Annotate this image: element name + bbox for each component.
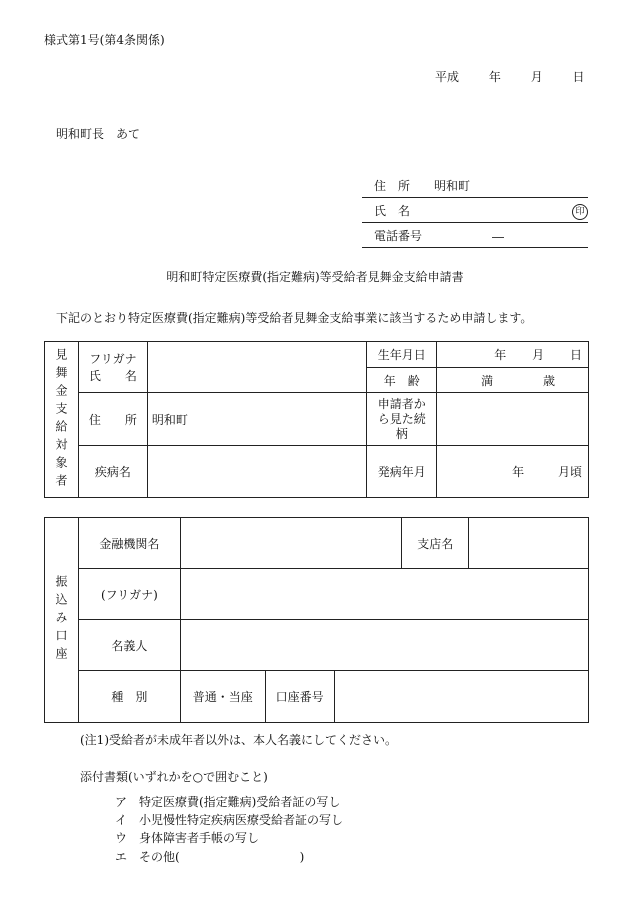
applicant-phone-label: 電話番号 <box>374 229 423 243</box>
birth-field[interactable] <box>437 342 589 368</box>
age-full: 満 <box>481 373 494 388</box>
bank-field[interactable] <box>180 518 402 569</box>
relation-label: 申請者から見た続柄 <box>367 393 437 446</box>
applicant-name-label: 氏 名 <box>374 204 411 218</box>
target-name-label: 氏 名 <box>88 369 137 383</box>
age-unit: 歳 <box>542 373 555 388</box>
account-number-label: 口座番号 <box>265 671 334 723</box>
applicant-address-value: 明和町 <box>434 179 471 193</box>
furigana-name-label <box>78 342 147 393</box>
applicant-phone-line[interactable] <box>362 225 588 248</box>
attachment-item[interactable]: ア 特定医療費(指定難病)受給者証の写し <box>115 795 341 809</box>
attachment-item[interactable]: イ 小児慢性特定疾病医療受給者証の写し <box>115 813 344 827</box>
target-name-field[interactable] <box>147 342 366 393</box>
bank-label: 金融機関名 <box>78 518 180 569</box>
age-field[interactable] <box>437 368 589 393</box>
birth-label: 生年月日 <box>367 342 437 368</box>
target-address-field[interactable] <box>147 393 366 446</box>
onset-year: 年 <box>512 465 525 479</box>
form-code: 様式第1号(第4条関係) <box>44 33 165 47</box>
target-furigana-label: フリガナ <box>89 352 137 366</box>
intro-text: 下記のとおり特定医療費(指定難病)等受給者見舞金支給事業に該当するため申請します。 <box>56 311 533 325</box>
age-label: 年 齢 <box>367 368 437 393</box>
onset-field[interactable] <box>437 446 589 498</box>
birth-year: 年 <box>494 348 507 362</box>
seal-icon: 印 <box>572 204 588 220</box>
account-furigana-label: (フリガナ) <box>78 569 180 620</box>
account-furigana-field[interactable] <box>180 569 588 620</box>
holder-field[interactable] <box>180 620 588 671</box>
target-section-label: 見舞金支給対象者 <box>45 342 79 498</box>
addressee: 明和町長 あて <box>56 127 141 141</box>
date-era: 平成 <box>435 70 460 84</box>
target-person-table <box>44 341 589 498</box>
applicant-address-line[interactable] <box>362 175 588 198</box>
date-month: 月 <box>530 70 543 84</box>
account-number-field[interactable] <box>334 671 588 723</box>
disease-label: 疾病名 <box>78 446 147 498</box>
applicant-phone-sep: ― <box>492 230 504 244</box>
onset-month: 月頃 <box>557 465 582 479</box>
date-day: 日 <box>572 70 585 84</box>
date-line <box>435 68 585 85</box>
attachments-header: 添付書類(いずれかを○で囲むこと) <box>80 770 268 784</box>
onset-label: 発病年月 <box>367 446 437 498</box>
target-address-label: 住 所 <box>78 393 147 446</box>
attachment-item[interactable]: エ その他( ) <box>115 850 305 864</box>
relation-field[interactable] <box>437 393 589 446</box>
date-year: 年 <box>488 70 501 84</box>
note-text: (注1)受給者が未成年者以外は、本人名義にしてください。 <box>80 733 398 747</box>
birth-month: 月 <box>532 348 545 362</box>
type-value[interactable]: 普通・当座 <box>180 671 265 723</box>
branch-field[interactable] <box>469 518 589 569</box>
birth-day: 日 <box>569 348 582 362</box>
document-title: 明和町特定医療費(指定難病)等受給者見舞金支給申請書 <box>166 270 464 284</box>
holder-label: 名義人 <box>78 620 180 671</box>
branch-label: 支店名 <box>402 518 469 569</box>
account-section-label: 振込み口座 <box>45 518 79 723</box>
disease-field[interactable] <box>147 446 366 498</box>
attachment-item[interactable]: ウ 身体障害者手帳の写し <box>115 831 260 845</box>
type-label: 種 別 <box>78 671 180 723</box>
applicant-address-label: 住 所 <box>374 179 411 193</box>
applicant-name-line[interactable] <box>362 200 588 223</box>
target-address-value: 明和町 <box>151 412 188 427</box>
bank-account-table <box>44 517 589 723</box>
